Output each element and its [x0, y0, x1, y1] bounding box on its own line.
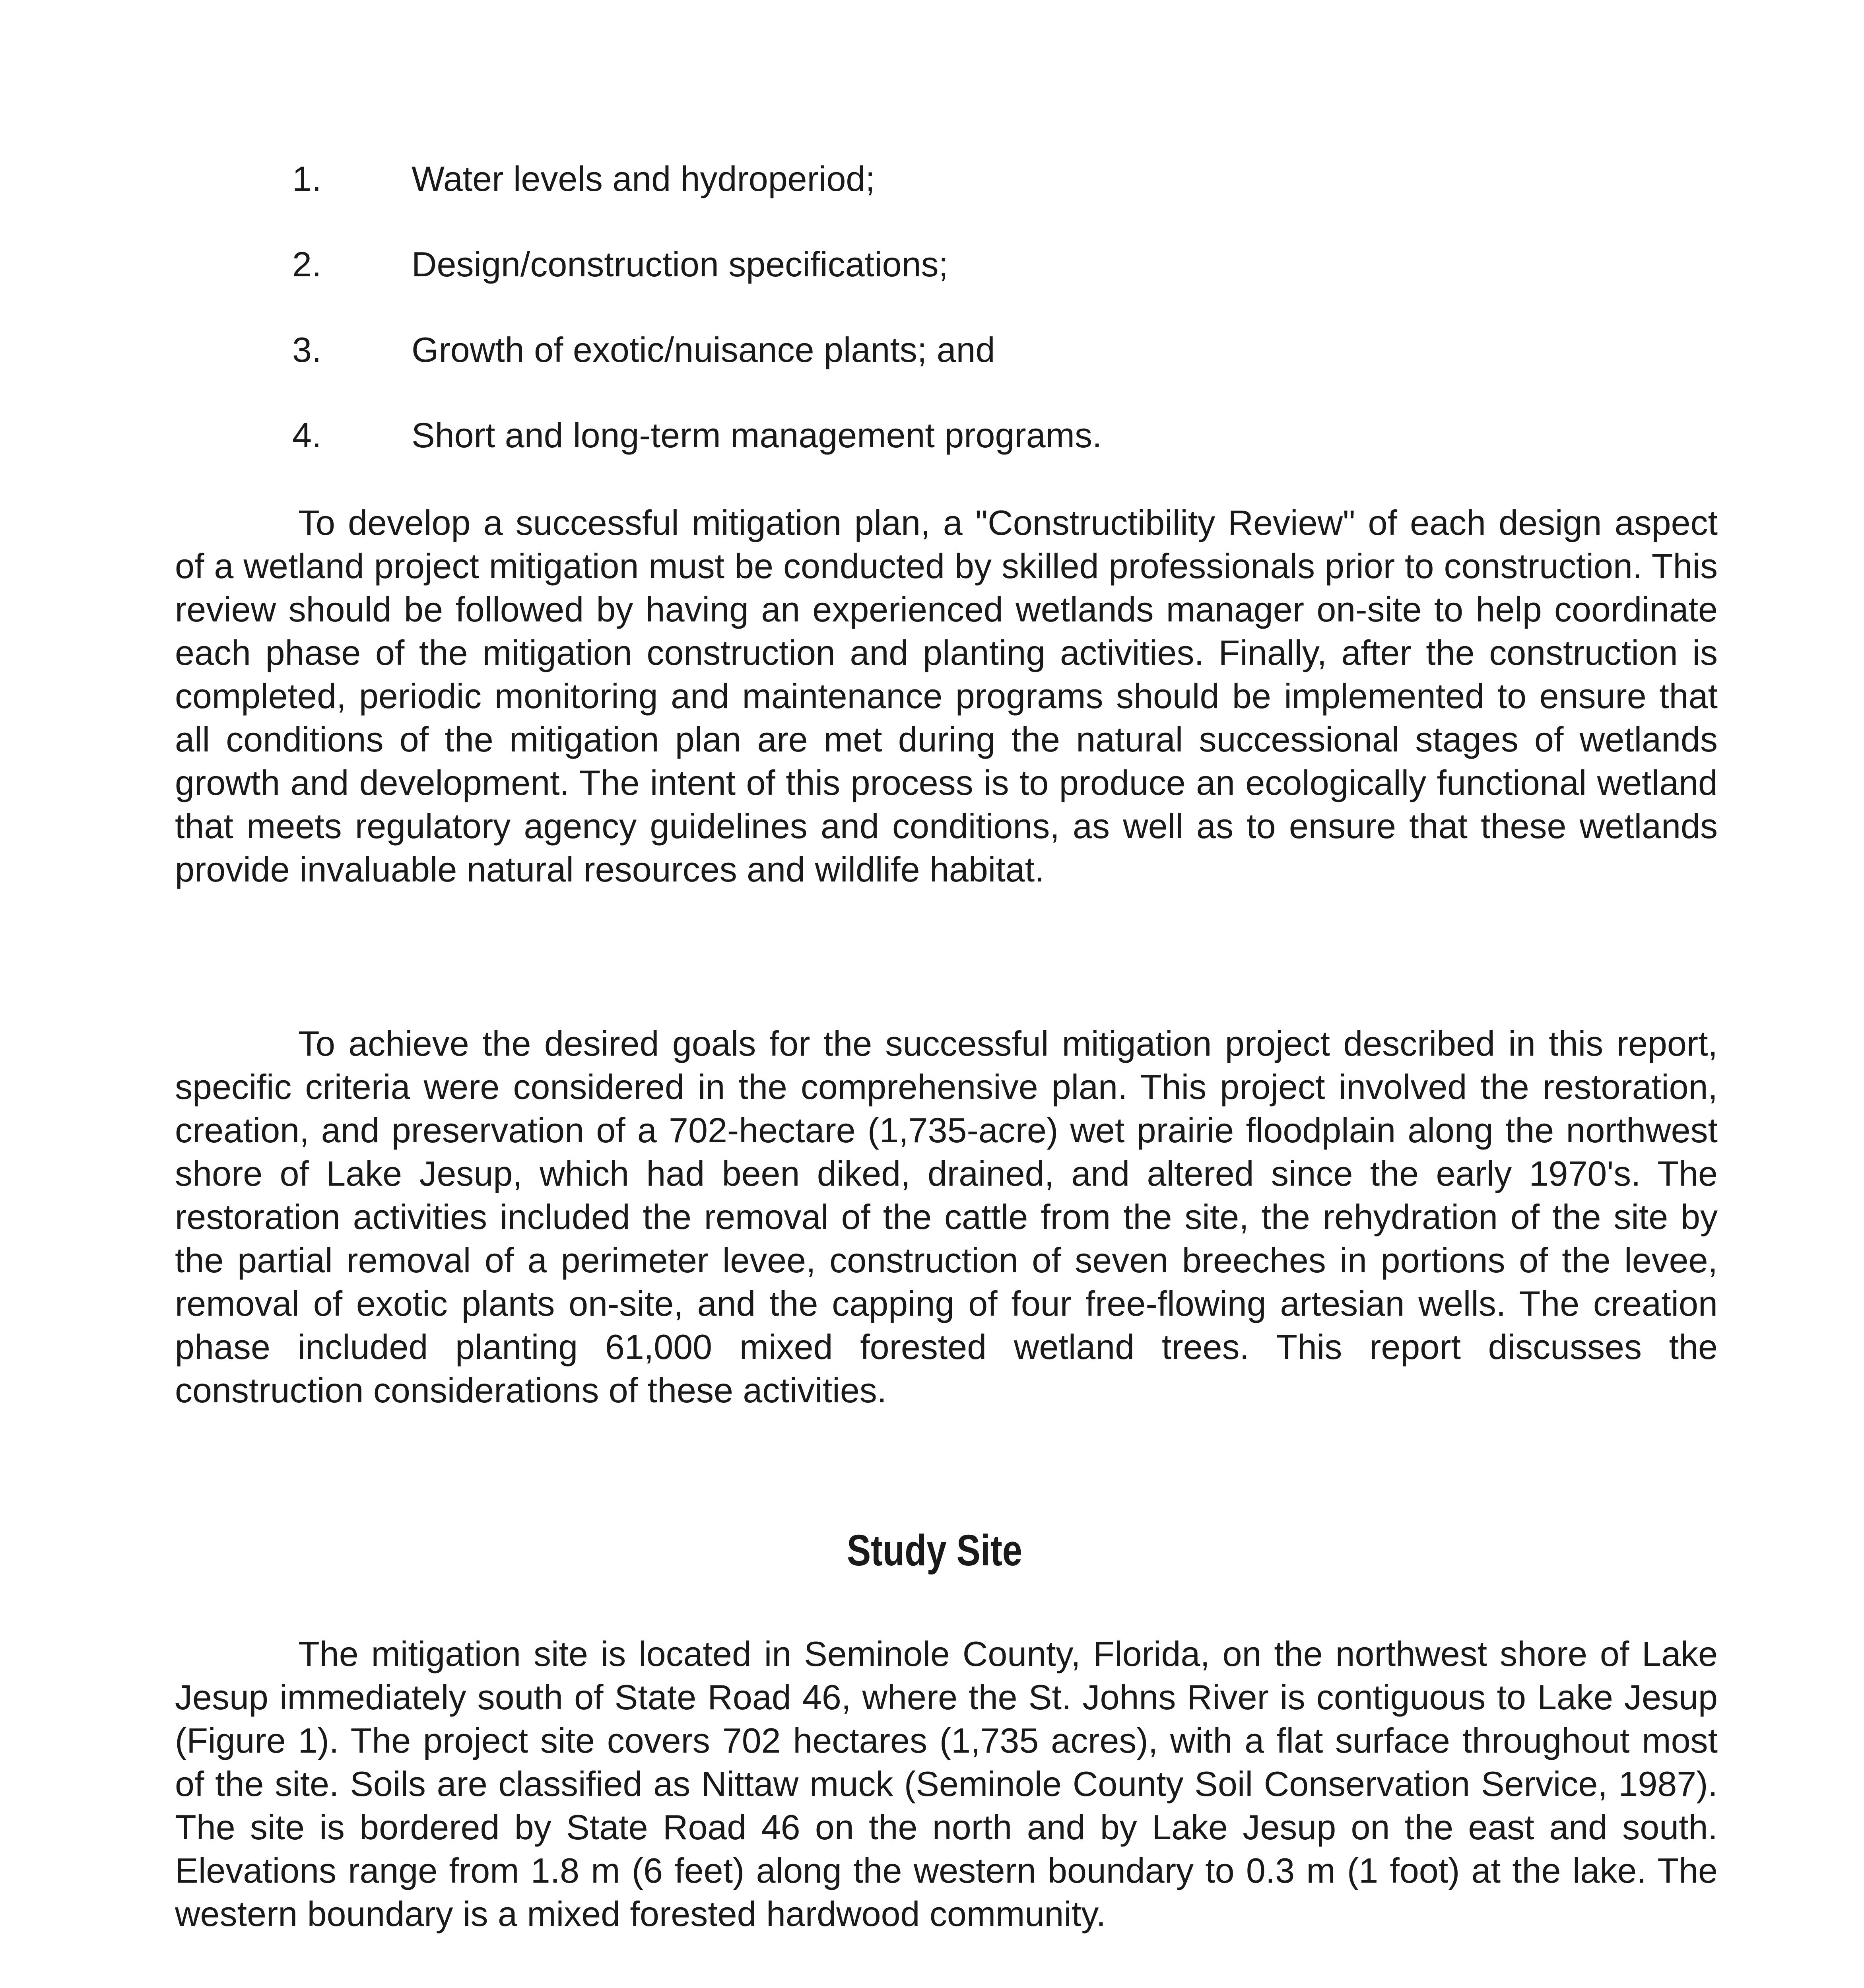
list-item-text: Water levels and hydroperiod;: [412, 159, 875, 198]
paragraph-constructibility-review: To develop a successful mitigation plan, a "Constructibility Review" of each design aspect of a wetland project mitigation must be conducted by skilled professionals prior to construction. This review should be followed by having an experienced wetlands manager on-site to help coordinate each phase of the mitigation construction and planting activities. Finally, after the construction is completed, periodic monitoring and maintenance programs should be implemented to ensure that all conditions of the mitigation plan are met during the natural successional stages of wetlands growth and development. The intent of this process is to produce an ecologically functional wetland that meets regulatory agency guidelines and conditions, as well as to ensure that these wetlands provide invaluable natural resources and wildlife habitat.: [175, 503, 1718, 889]
paragraph-site-location: The mitigation site is located in Seminole County, Florida, on the northwest shore of Lake Jesup immediately south of State Road 46, where the St. Johns River is contiguous to Lake Jesup (Figure 1). The project site covers 702 hectares (1,735 acres), with a flat surface throughout most of the site. Soils are classified as Nittaw muck (Seminole County Soil Conservation Service, 1987). The site is bordered by State Road 46 on the north and by Lake Jesup on the east and south. Elevations range from 1.8 m (6 feet) along the western boundary to 0.3 m (1 foot) at the lake. The western boundary is a mixed forested hardwood community.: [175, 1634, 1718, 1934]
list-item-text: Design/construction specifications;: [412, 245, 948, 284]
list-item: [292, 328, 1684, 372]
list-item-number: 2.: [292, 245, 322, 284]
list-item-number: 3.: [292, 330, 322, 369]
list-item-number: 1.: [292, 159, 322, 198]
list-item: [292, 243, 1684, 286]
list-item-text: Growth of exotic/nuisance plants; and: [412, 330, 995, 369]
paragraph-project-goals: To achieve the desired goals for the successful mitigation project described in this report, specific criteria were considered in the comprehensive plan. This project involved the restoration, creation, and preservation of a 702-hectare (1,735-acre) wet prairie floodplain along the northwest shore of Lake Jesup, which had been diked, drained, and altered since the early 1970's. The restoration activities included the removal of the cattle from the site, the rehydration of the site by the partial removal of a perimeter levee, construction of seven breeches in portions of the levee, removal of exotic plants on-site, and the capping of four free-flowing artesian wells. The creation phase included planting 61,000 mixed forested wetland trees. This report discusses the construction considerations of these activities.: [175, 1024, 1718, 1410]
list-item: [292, 414, 1684, 457]
section-heading-study-site: Study Site: [847, 1526, 1023, 1575]
numbered-list: [292, 157, 1684, 499]
list-item: [292, 157, 1684, 201]
list-item-text: Short and long-term management programs.: [412, 415, 1102, 455]
list-item-number: 4.: [292, 415, 322, 455]
